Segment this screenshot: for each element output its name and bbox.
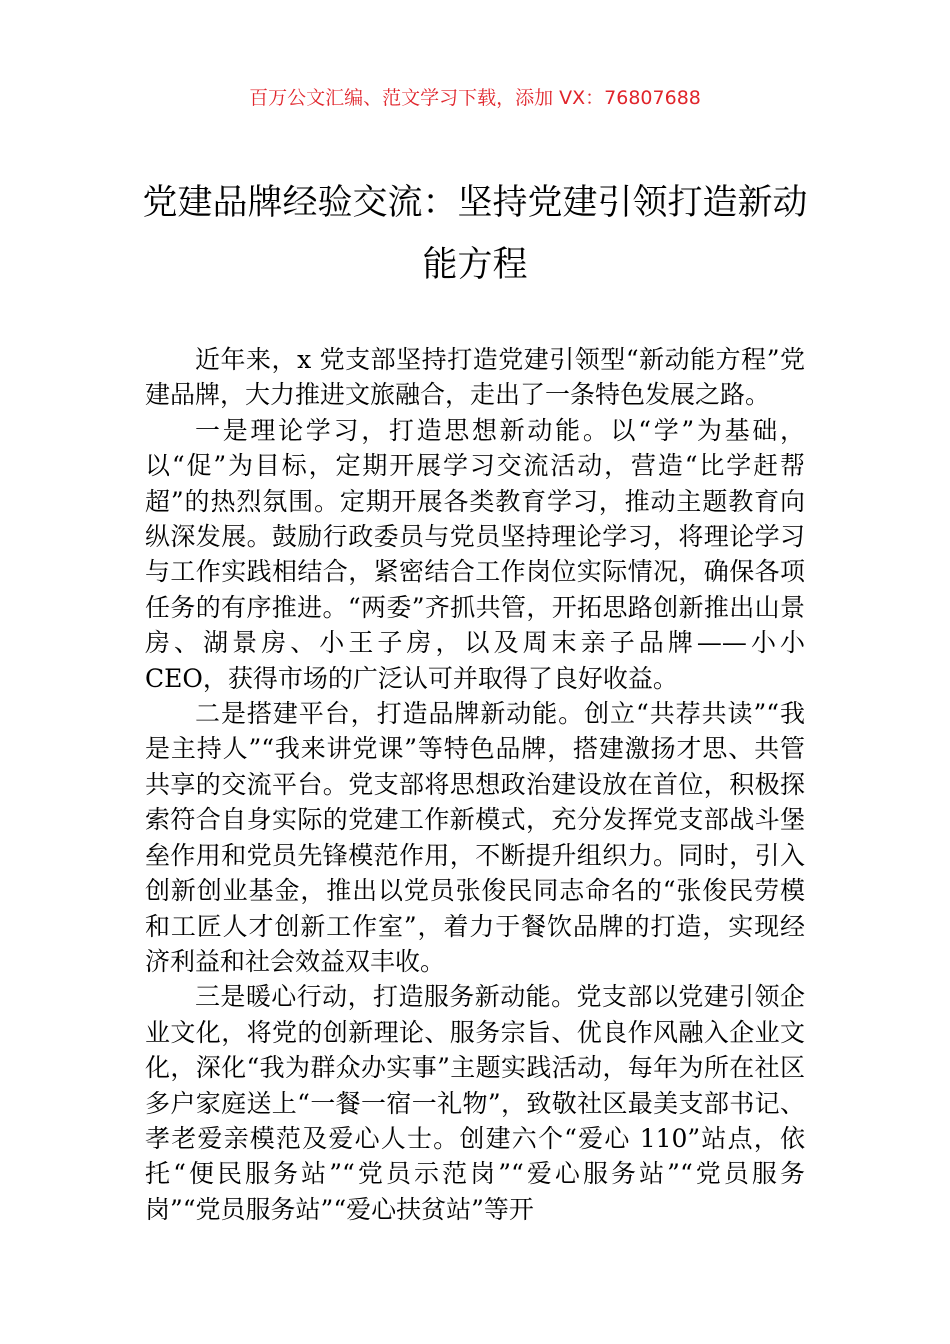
header-watermark-note: 百万公文汇编、范文学习下载，添加 VX：76807688 bbox=[249, 87, 701, 109]
paragraph-intro: 近年来，x 党支部坚持打造党建引领型“新动能方程”党建品牌，大力推进文旅融合，走出了一条特色发展之路。 bbox=[145, 345, 805, 410]
paragraph-theory-study: 一是理论学习，打造思想新动能。以“学”为基础，以“促”为目标，定期开展学习交流活动，营造“比学赶帮超”的热烈氛围。定期开展各类教育学习，推动主题教育向纵深发展。鼓励行政委员与党员坚持理论学习，将理论学习与工作实践相结合，紧密结合工作岗位实际情况，确保各项任务的有序推进。“两委”齐抓共管，开拓思路创新推出山景房、湖景房、小王子房，以及周末亲子品牌——小小 CEO，获得市场的广泛认可并取得了良好收益。 bbox=[145, 415, 805, 693]
document-body bbox=[145, 342, 805, 1227]
document-title: 党建品牌经验交流：坚持党建引领打造新动能方程 bbox=[142, 183, 808, 285]
paragraph-warm-heart-action: 三是暖心行动，打造服务新动能。党支部以党建引领企业文化，将党的创新理论、服务宗旨、优良作风融入企业文化，深化“我为群众办实事”主题实践活动，每年为所在社区多户家庭送上“一餐一宿一礼物”，致敬社区最美支部书记、孝老爱亲模范及爱心人士。创建六个“爱心 110”站点，依托“便民服务站”“党员示范岗”“爱心服务站”“党员服务岗”“党员服务站”“爱心扶贫站”等开 bbox=[145, 982, 805, 1224]
paragraph-platform-building: 二是搭建平台，打造品牌新动能。创立“共荐共读”“我是主持人”“我来讲党课”等特色品牌，搭建激扬才思、共管共享的交流平台。党支部将思想政治建设放在首位，积极探索符合自身实际的党建工作新模式，充分发挥党支部战斗堡垒作用和党员先锋模范作用，不断提升组织力。同时，引入创新创业基金，推出以党员张俊民同志命名的“张俊民劳模和工匠人才创新工作室”，着力于餐饮品牌的打造，实现经济利益和社会效益双丰收。 bbox=[145, 699, 805, 976]
